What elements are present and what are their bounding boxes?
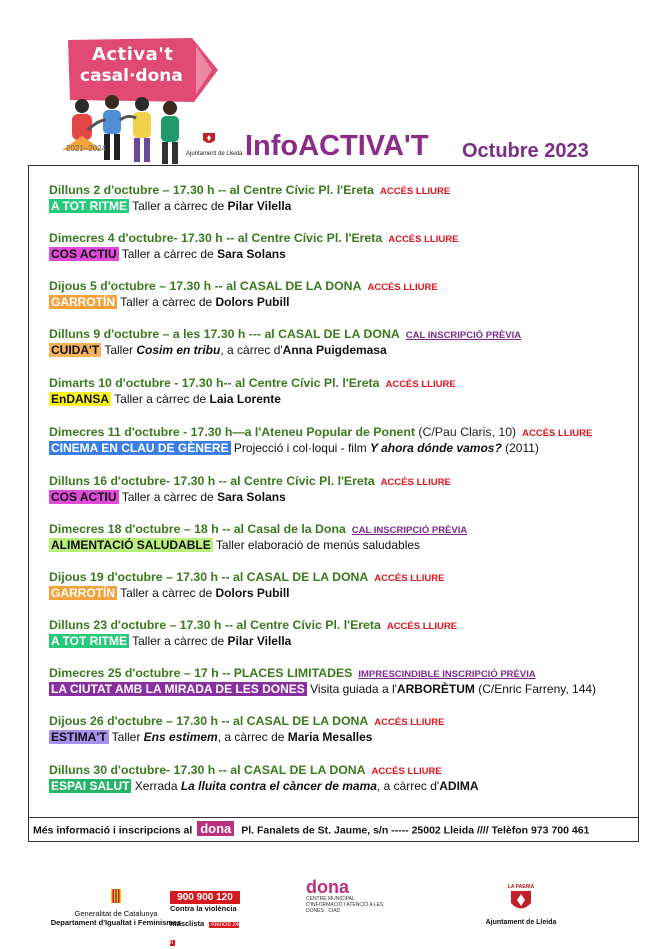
lleida-crest-icon	[202, 132, 216, 146]
free-access-badge: ACCÉS LLIURE	[388, 234, 459, 245]
activity-tag: GARROTÍN	[51, 586, 115, 600]
desc-text: (2011)	[501, 441, 539, 455]
event-when-text: Dimecres 18 d'octubre – 18 h -- al Casal de la Dona	[49, 522, 346, 536]
registration-required-badge: CAL INSCRIPCIÓ PRÈVIA	[405, 330, 522, 341]
ajuntament-logo-small	[186, 132, 243, 157]
event-description	[49, 538, 629, 552]
event-when-text: Dimecres 11 d'octubre - 17.30 h—a l'Ateneu Popular de Ponent	[49, 425, 415, 439]
event-description	[49, 295, 629, 309]
page-month: Octubre 2023	[462, 140, 589, 162]
event-description	[49, 779, 629, 793]
registration-required-badge: IMPRESCINDIBLE INSCRIPCIÓ PRÈVIA	[358, 669, 536, 680]
paeria-label: LA PAERIA	[507, 884, 535, 890]
event-item	[49, 522, 629, 552]
helpline-badge: Atenció 24 h	[170, 922, 240, 946]
ajuntament-label: Ajuntament de Lleida	[485, 919, 557, 926]
desc-person: Pilar Vilella	[227, 199, 292, 213]
generalitat-crest-icon	[111, 889, 121, 903]
event-item	[49, 474, 629, 504]
desc-text: Visita guiada a l'	[310, 682, 397, 696]
desc-text: Taller a càrrec de	[132, 634, 228, 648]
event-item	[49, 666, 629, 696]
desc-text: Taller	[104, 343, 137, 357]
events-frame	[28, 165, 639, 818]
desc-text: Taller a càrrec de	[121, 490, 218, 504]
info-footer	[28, 816, 639, 842]
event-when	[49, 474, 629, 488]
logo-line1: Activa't	[92, 44, 174, 65]
event-description	[49, 634, 629, 648]
event-description	[49, 247, 629, 261]
desc-text: , a càrrec de	[217, 730, 288, 744]
event-when	[49, 376, 629, 390]
generalitat-line2: Departament d'Igualtat i Feminismes	[50, 918, 182, 927]
event-description	[49, 730, 629, 744]
activity-tag: CUIDA'T	[51, 343, 100, 357]
registration-required-badge: CAL INSCRIPCIÓ PRÈVIA	[351, 525, 468, 536]
desc-text: Xerrada	[134, 779, 181, 793]
free-access-badge: ACCÉS LLIURE	[371, 766, 442, 777]
activity-tag: A TOT RITME	[51, 634, 127, 648]
activity-tag: LA CIUTAT AMB LA MIRADA DE LES DONES	[51, 682, 305, 696]
event-when	[49, 425, 629, 439]
event-when	[49, 522, 629, 536]
event-when-text: Dilluns 2 d'octubre – 17.30 h -- al Centre Cívic Pl. l'Ereta	[49, 183, 374, 197]
free-access-badge: ACCÉS LLIURE	[374, 717, 445, 728]
event-when-text: Dilluns 9 d'octubre – a les 17.30 h --- al CASAL DE LA DONA	[49, 327, 400, 341]
event-when	[49, 231, 629, 245]
footer-text-b: Pl. Fanalets de St. Jaume, s/n ----- 25002 Lleida //// Telèfon 973 700 461	[241, 824, 590, 837]
activity-tag: CINEMA EN CLAU DE GÈNERE	[51, 441, 229, 455]
event-description	[49, 586, 629, 600]
event-description	[49, 441, 629, 455]
desc-text: , a càrrec d'	[376, 779, 440, 793]
event-when-text: Dimecres 4 d'octubre- 17.30 h -- al Centre Cívic Pl. l'Ereta	[49, 231, 383, 245]
activity-tag: ESPAI SALUT	[51, 779, 130, 793]
event-when-text: Dijous 5 d'octubre – 17.30 h -- al CASAL DE LA DONA	[49, 279, 362, 293]
free-access-badge: ACCÉS LLIURE	[385, 379, 456, 390]
desc-text: Taller elaboració de menús saludables	[215, 538, 421, 552]
activity-tag: COS ACTIU	[51, 490, 117, 504]
logo-line2: casal·dona	[80, 66, 183, 86]
event-when	[49, 763, 629, 777]
activity-tag: ESTIMA'T	[51, 730, 107, 744]
casal-dona-subtitle: CENTRE MUNICIPAL D'INFORMACIÓ I ATENCIÓ A LES DONES · CIAD	[306, 896, 384, 914]
event-item	[49, 425, 629, 455]
event-when	[49, 666, 629, 680]
event-when-text: Dijous 19 d'octubre – 17.30 h -- al CASAL DE LA DONA	[49, 570, 369, 584]
event-when-text: Dijous 26 d'octubre – 17.30 h -- al CASAL DE LA DONA	[49, 714, 369, 728]
event-when-text: Dilluns 23 d'octubre – 17.30 h -- al Centre Cívic Pl. l'Ereta	[49, 618, 381, 632]
activity-tag: EnDANSA	[51, 392, 110, 406]
footer-text-a: Més informació i inscripcions al	[33, 824, 193, 837]
desc-person: Sara Solans	[217, 490, 286, 504]
helpline-line2: masclista	[170, 919, 205, 928]
desc-person: Sara Solans	[217, 247, 286, 261]
desc-text: , a càrrec d'	[220, 343, 283, 357]
desc-person: ADIMA	[439, 779, 479, 793]
event-when	[49, 183, 629, 197]
casal-dona-logo	[306, 878, 390, 914]
helpline-line1: Contra la violència	[170, 904, 237, 913]
free-access-badge: ACCÉS LLIURE	[380, 186, 451, 197]
desc-text: Taller	[111, 730, 144, 744]
event-when	[49, 327, 629, 341]
desc-text: (C/Enric Farreny, 144)	[474, 682, 597, 696]
desc-text: Taller a càrrec de	[120, 295, 216, 309]
event-description	[49, 199, 629, 213]
event-description	[49, 490, 629, 504]
free-access-badge: ACCÉS LLIURE	[522, 428, 593, 439]
desc-text: Taller a càrrec de	[120, 586, 216, 600]
footer-info-text	[33, 823, 589, 838]
dancing-women-illustration	[58, 90, 188, 175]
desc-person: Dolors Pubill	[215, 586, 290, 600]
event-description	[49, 343, 629, 357]
event-item	[49, 279, 629, 309]
desc-title: Cosim en tribu	[136, 343, 221, 357]
helpline-number: 900 900 120	[170, 891, 240, 904]
free-access-badge: ACCÉS LLIURE	[386, 621, 458, 632]
generalitat-line1: Generalitat de Catalunya	[74, 909, 158, 918]
logo-years: 2021–2024	[66, 144, 107, 153]
ajuntament-logo	[479, 884, 563, 926]
event-item	[49, 183, 629, 213]
event-when-text: Dimecres 25 d'octubre – 17 h -- PLACES LIMITADES	[49, 666, 353, 680]
event-item	[49, 714, 629, 744]
desc-text: Taller a càrrec de	[132, 199, 228, 213]
helpline-logo	[170, 891, 240, 949]
desc-person: Maria Mesalles	[287, 730, 373, 744]
event-when	[49, 570, 629, 584]
free-access-badge: ACCÉS LLIURE	[367, 282, 438, 293]
desc-text: Taller a càrrec de	[114, 392, 210, 406]
activity-tag: A TOT RITME	[51, 199, 127, 213]
desc-text: Projecció i col·loqui - film	[233, 441, 370, 455]
event-item	[49, 618, 629, 648]
casal-dona-word: dona	[306, 877, 349, 897]
desc-text: Taller a càrrec de	[121, 247, 218, 261]
generalitat-logo	[46, 889, 186, 927]
activity-tag: COS ACTIU	[51, 247, 117, 261]
event-when-extra: (C/Pau Claris, 10)	[414, 425, 517, 439]
desc-person: Pilar Vilella	[227, 634, 292, 648]
event-item	[49, 327, 629, 357]
ajuntament-small-label: Ajuntament de Lleida	[186, 151, 243, 157]
desc-title: Y ahora dónde vamos?	[369, 441, 502, 455]
desc-person: Laia Lorente	[209, 392, 281, 406]
free-access-badge: ACCÉS LLIURE	[374, 573, 445, 584]
dona-mini-logo: dona	[197, 821, 234, 836]
event-when	[49, 279, 629, 293]
event-item	[49, 570, 629, 600]
desc-person: ARBORÈTUM	[396, 682, 475, 696]
event-item	[49, 763, 629, 793]
event-description	[49, 392, 629, 406]
desc-person: Dolors Pubill	[215, 295, 290, 309]
page-title: InfoACTIVA'T	[245, 130, 429, 162]
desc-title: La lluita contra el càncer de mama	[180, 779, 377, 793]
event-when-text: Dilluns 30 d'octubre- 17.30 h -- al CASAL DE LA DONA	[49, 763, 366, 777]
event-when-text: Dilluns 16 d'octubre- 17.30 h -- al Centre Cívic Pl. l'Ereta	[49, 474, 375, 488]
activity-tag: GARROTÍN	[51, 295, 115, 309]
free-access-badge: ACCÉS LLIURE	[380, 477, 451, 488]
event-when	[49, 714, 629, 728]
desc-person: Anna Puigdemasa	[282, 343, 387, 357]
event-when-text: Dimarts 10 d'octubre - 17.30 h-- al Centre Cívic Pl. l'Ereta	[49, 376, 380, 390]
event-item	[49, 376, 629, 406]
activity-tag: ALIMENTACIÓ SALUDABLE	[51, 538, 211, 552]
desc-title: Ens estimem	[143, 730, 218, 744]
event-description	[49, 682, 629, 696]
event-item	[49, 231, 629, 261]
event-when	[49, 618, 629, 632]
lleida-crest-icon	[510, 890, 532, 914]
